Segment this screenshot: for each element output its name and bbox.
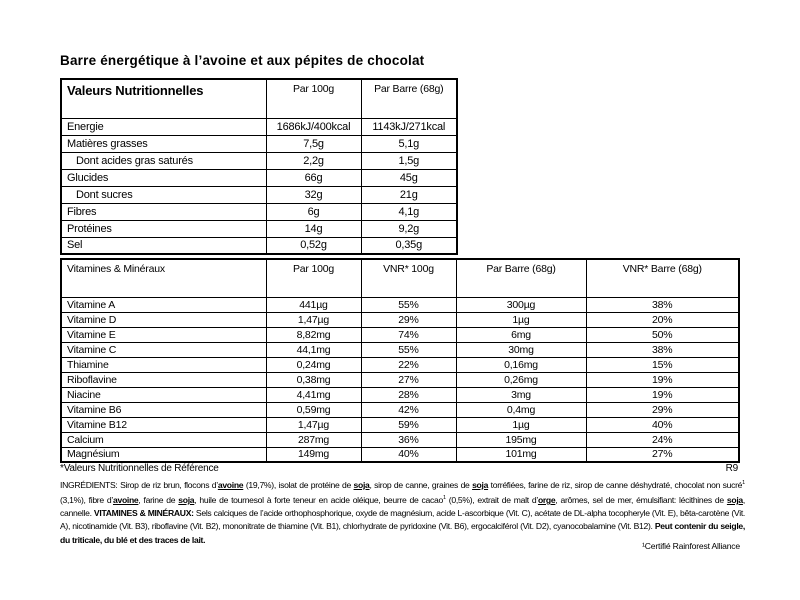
revision-code: R9 [725,463,738,474]
row-value: 287mg [266,432,361,447]
ingredient-segment: , sirop de canne, graines de [369,479,473,490]
row-label: Sel [61,237,266,254]
table-row [61,447,739,462]
row-label: Vitamine E [61,327,266,342]
row-value: 27% [586,447,739,462]
row-value: 27% [361,372,456,387]
value-per-100g: 7,5g [266,135,361,152]
row-value: 0,24mg [266,357,361,372]
row-value: 55% [361,297,456,312]
ingredient-segment: torréfiées, farine de riz, sirop de canne déshydraté, chocolat non sucré [488,479,743,490]
ingredient-segment: (0,5%), extrait de malt d’ [445,494,538,505]
row-label: Dont sucres [61,186,266,203]
ingredient-segment: , farine de [138,494,179,505]
table-row [61,118,457,135]
ingredient-segment: soja [353,479,370,490]
value-per-100g: 66g [266,169,361,186]
table-row [61,357,739,372]
row-value: 8,82mg [266,327,361,342]
nutrition-table-title: Valeurs Nutritionnelles [61,79,266,118]
table-row [61,372,739,387]
row-value: 74% [361,327,456,342]
value-per-bar: 0,35g [361,237,457,254]
vitamins-table-title: Vitamines & Minéraux [61,259,266,297]
ingredient-segment: , cannelle. [60,494,745,519]
product-title: Barre énergétique à l’avoine et aux pépites de chocolat [60,53,425,68]
table-row [61,220,457,237]
ingredient-segment: 1 [742,480,745,486]
value-per-bar: 4,1g [361,203,457,220]
row-value: 0,26mg [456,372,586,387]
table-row [61,237,457,254]
ingredient-segment: soja [178,494,195,505]
value-per-bar: 9,2g [361,220,457,237]
col-header-per-bar: Par Barre (68g) [456,259,586,297]
value-per-bar: 1,5g [361,152,457,169]
table-row [61,152,457,169]
row-label: Matières grasses [61,135,266,152]
row-value: 30mg [456,342,586,357]
value-per-100g: 6g [266,203,361,220]
row-label: Riboflavine [61,372,266,387]
reference-values-note: *Valeurs Nutritionnelles de Référence [60,463,219,474]
row-value: 24% [586,432,739,447]
col-header-per-bar: Par Barre (68g) [361,79,457,118]
table-row [61,387,739,402]
row-value: 1,47µg [266,312,361,327]
row-value: 19% [586,387,739,402]
row-value: 40% [361,447,456,462]
table-row [61,417,739,432]
ingredient-segment: soja [472,479,489,490]
row-label: Niacine [61,387,266,402]
vitamins-table-body [61,297,739,462]
footnote-row [60,463,738,474]
row-value: 55% [361,342,456,357]
row-label: Calcium [61,432,266,447]
row-label: Vitamine B12 [61,417,266,432]
row-value: 0,38mg [266,372,361,387]
value-per-100g: 0,52g [266,237,361,254]
row-value: 6mg [456,327,586,342]
row-label: Protéines [61,220,266,237]
row-value: 4,41mg [266,387,361,402]
ingredient-segment: VITAMINES & MINÉRAUX: [93,508,194,519]
row-value: 50% [586,327,739,342]
row-value: 29% [361,312,456,327]
value-per-100g: 14g [266,220,361,237]
row-value: 1,47µg [266,417,361,432]
ingredient-segment: , huile de tournesol à forte teneur en acide oléique, beurre de cacao [194,494,443,505]
col-header-per-100g: Par 100g [266,259,361,297]
row-value: 0,16mg [456,357,586,372]
row-value: 441µg [266,297,361,312]
row-value: 42% [361,402,456,417]
ingredient-segment: 1 [442,495,446,502]
row-label: Magnésium [61,447,266,462]
value-per-100g: 2,2g [266,152,361,169]
ingredient-segment: , arômes, sel de mer, émulsifiant: lécithines de [555,494,727,505]
table-row [61,297,739,312]
row-label: Fibres [61,203,266,220]
row-label: Vitamine B6 [61,402,266,417]
table-row [61,402,739,417]
row-label: Glucides [61,169,266,186]
table-row [61,312,739,327]
ingredient-segment: Peut contenir du seigle, du triticale, du blé et des traces de lait. [60,521,745,545]
row-value: 101mg [456,447,586,462]
row-value: 300µg [456,297,586,312]
row-label: Vitamine C [61,342,266,357]
ingredient-segment: avoine [112,494,139,505]
row-label: Dont acides gras saturés [61,152,266,169]
table-row [61,169,457,186]
value-per-bar: 45g [361,169,457,186]
value-per-bar: 1143kJ/271kcal [361,118,457,135]
table-row [61,203,457,220]
row-value: 28% [361,387,456,402]
value-per-100g: 32g [266,186,361,203]
row-value: 1µg [456,417,586,432]
vitamins-table-header-row [61,259,739,297]
row-label: Energie [61,118,266,135]
table-row [61,327,739,342]
row-value: 59% [361,417,456,432]
row-value: 3mg [456,387,586,402]
ingredient-segment: (3,1%), fibre d’ [60,494,113,505]
row-value: 38% [586,297,739,312]
col-header-vnr-bar: VNR* Barre (68g) [586,259,739,297]
row-value: 22% [361,357,456,372]
value-per-100g: 1686kJ/400kcal [266,118,361,135]
row-label: Thiamine [61,357,266,372]
vitamins-minerals-table [60,258,740,463]
table-row [61,432,739,447]
row-label: Vitamine A [61,297,266,312]
row-value: 0,4mg [456,402,586,417]
ingredient-segment: avoine [217,479,244,490]
col-header-vnr-100g: VNR* 100g [361,259,456,297]
value-per-bar: 21g [361,186,457,203]
nutrition-table-body [61,118,457,254]
certification-note: ¹Certifié Rainforest Alliance [642,541,740,551]
row-value: 19% [586,372,739,387]
table-row [61,342,739,357]
row-value: 44,1mg [266,342,361,357]
ingredient-segment: orge [537,494,556,505]
row-value: 0,59mg [266,402,361,417]
row-label: Vitamine D [61,312,266,327]
ingredient-segment: soja [726,494,743,505]
table-row [61,135,457,152]
nutrition-table [60,78,458,255]
ingredient-segment: (19,7%), isolat de protéine de [243,479,354,490]
nutrition-table-header-row [61,79,457,118]
ingredient-segment: INGRÉDIENTS: Sirop de riz brun, flocons d’ [60,479,218,490]
row-value: 38% [586,342,739,357]
row-value: 40% [586,417,739,432]
row-value: 36% [361,432,456,447]
row-value: 15% [586,357,739,372]
ingredient-segment: Sels calciques de l’acide orthophosphorique, oxyde de magnésium, acide L-ascorbique (Vit. C), acétate de DL-alpha tocopheryle (Vit. E), bêta-carotène (Vit. A), nicotinamide (Vit. B3), riboflavine (Vit. B2), mononitrate de thiamine (Vit. B1), chlorhydrate de pyridoxine (Vit. B6), ergocalciférol (Vit. D2), cyanocobalamine (Vit. B12). [60,508,745,532]
row-value: 1µg [456,312,586,327]
value-per-bar: 5,1g [361,135,457,152]
ingredients-text [60,477,745,547]
row-value: 20% [586,312,739,327]
col-header-per-100g: Par 100g [266,79,361,118]
row-value: 195mg [456,432,586,447]
table-row [61,186,457,203]
row-value: 149mg [266,447,361,462]
row-value: 29% [586,402,739,417]
